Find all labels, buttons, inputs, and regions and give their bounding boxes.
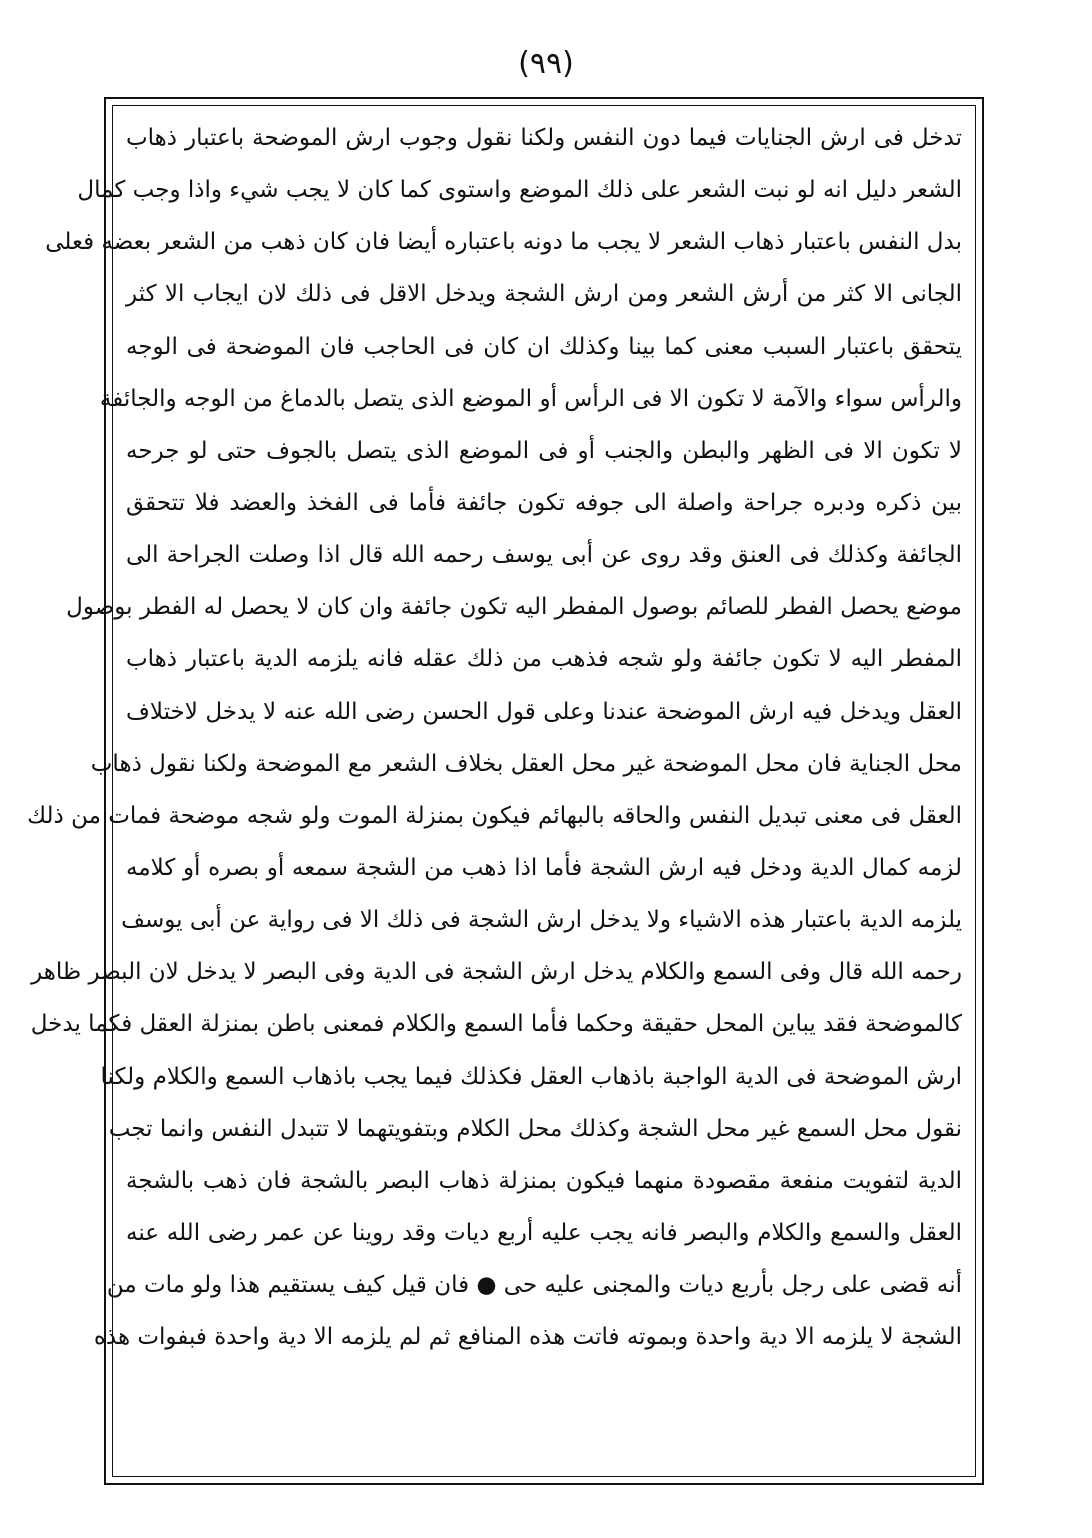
text-line: الشعر دليل انه لو نبت الشعر على ذلك الموضع واستوى كما كان لا يجب شيء واذا وجب كمال [77,177,962,204]
text-line: يتحقق باعتبار السبب معنى كما بينا وكذلك ان كان فى الحاجب فان الموضحة فى الوجه [126,333,962,360]
text-line: لزمه كمال الدية ودخل فيه ارش الشجة فأما اذا ذهب من الشجة سمعه أو بصره أو كلامه [126,854,962,881]
body-text [27,112,962,1468]
text-line: بدل النفس باعتبار ذهاب الشعر لا يجب ما دونه باعتباره أيضا فان كان ذهب من الشعر بعضه فعلى [45,229,962,256]
text-line: محل الجناية فان محل الموضحة غير محل العقل بخلاف الشعر مع الموضحة ولكنا نقول ذهاب [90,750,962,777]
text-line: نقول محل السمع غير محل الشجة وكذلك محل الكلام وبتفويتهما لا تتبدل النفس وانما تجب [108,1115,962,1142]
text-line: بين ذكره ودبره جراحة واصلة الى جوفه تكون جائفة فأما فى الفخذ والعضد فلا تتحقق [126,489,962,516]
text-line: كالموضحة فقد يباين المحل حقيقة وحكما فأما السمع والكلام فمعنى باطن بمنزلة العقل فكما يدخل [30,1011,962,1038]
text-line: العقل ويدخل فيه ارش الموضحة عندنا وعلى قول الحسن رضى الله عنه لا يدخل لاختلاف [126,698,962,725]
text-line: المفطر اليه لا تكون جائفة ولو شجه فذهب من ذلك عقله فانه يلزمه الدية باعتبار ذهاب [126,646,962,673]
text-line: الجانى الا كثر من أرش الشعر ومن ارش الشجة ويدخل الاقل فى ذلك لان ايجاب الا كثر [126,281,962,308]
text-line: أنه قضى على رجل بأربع ديات والمجنى عليه حى ● فان قيل كيف يستقيم هذا ولو مات من [106,1272,962,1299]
text-line: والرأس سواء والآمة لا تكون الا فى الرأس أو الموضع الذى يتصل بالدماغ من الوجه والجائفة [99,385,962,412]
text-line: العقل والسمع والكلام والبصر فانه يجب عليه أربع ديات وقد روينا عن عمر رضى الله عنه [126,1219,962,1246]
page-number: (٩٩) [518,46,574,81]
text-line: الدية لتفويت منفعة مقصودة منهما فيكون بمنزلة ذهاب البصر بالشجة فان ذهب بالشجة [126,1167,962,1194]
text-line: لا تكون الا فى الظهر والبطن والجنب أو فى الموضع الذى يتصل بالجوف حتى لو جرحه [126,437,962,464]
text-line: الشجة لا يلزمه الا دية واحدة وبموته فاتت هذه المنافع ثم لم يلزمه الا دية واحدة فبفوات هذه [93,1324,962,1351]
text-line: تدخل فى ارش الجنايات فيما دون النفس ولكنا نقول وجوب ارش الموضحة باعتبار ذهاب [126,125,962,151]
text-line: موضع يحصل الفطر للصائم بوصول المفطر اليه تكون جائفة وان كان لا يحصل له الفطر بوصول [66,594,962,621]
text-line: ارش الموضحة فى الدية الواجبة باذهاب العقل فكذلك فيما يجب باذهاب السمع والكلام ولكنا [100,1063,962,1090]
text-line: رحمه الله قال وفى السمع والكلام يدخل ارش الشجة فى الدية وفى البصر لا يدخل لان البصر ظاهر [31,959,962,986]
text-line: يلزمه الدية باعتبار هذه الاشياء ولا يدخل ارش الشجة فى ذلك الا فى رواية عن أبى يوسف [121,907,962,934]
text-line: العقل فى معنى تبديل النفس والحاقه بالبهائم فيكون بمنزلة الموت ولو شجه موضحة فمات من ذلك [27,802,962,829]
text-line: الجائفة وكذلك فى العنق وقد روى عن أبى يوسف رحمه الله قال اذا وصلت الجراحة الى [126,542,962,569]
